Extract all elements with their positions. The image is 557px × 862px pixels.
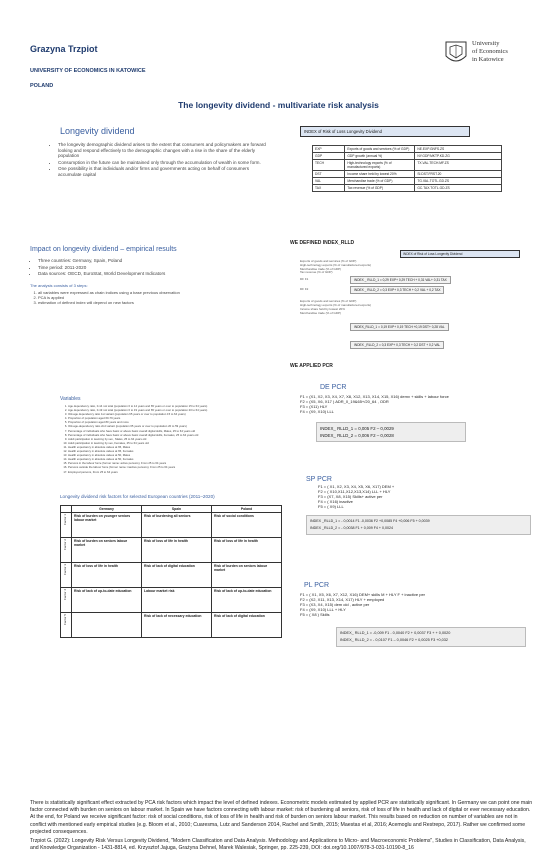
index-table-row bbox=[313, 185, 502, 192]
index-table-cell: VAL bbox=[313, 178, 345, 185]
impact-bullet: • Three countries: Germany, Spain, Poland bbox=[38, 258, 280, 264]
var-line: Income share held by lowest 20% bbox=[300, 306, 345, 311]
variable-item: 15. Persons in the labour force (former name: active persons), From 25 to 64 years bbox=[68, 461, 270, 465]
risk-cell: Risk of loss of life in health bbox=[72, 563, 142, 588]
risk-table-heading: Longevity dividend risk factors for selected European countries (2011–2020) bbox=[60, 494, 215, 499]
risk-cell: Risk of lack of up-to-date education bbox=[212, 588, 282, 613]
equation-box: INDEX _ RLLD_1 = 0,29 EXP+ 0,29 TECH + 0,31 VAL+ 0,31 TAX bbox=[350, 276, 451, 284]
logo-line-2: of Economics bbox=[472, 48, 508, 55]
factor-cell bbox=[61, 513, 72, 538]
impact-heading: Impact on longevity dividend – empirical results bbox=[30, 246, 177, 253]
pcr-line: F4 = ( X16) inactive bbox=[318, 499, 353, 504]
factor-cell bbox=[61, 588, 72, 613]
risk-cell: Risk of burden on younger seniors labour market bbox=[72, 513, 142, 538]
defined-section bbox=[290, 240, 530, 369]
pcr-line: F1 = ( X1, X5, X6, X7, X12, X16) DEM+ skills M + HLY F + inactive per bbox=[300, 592, 426, 597]
index-table-row bbox=[313, 171, 502, 178]
pl-pcr-heading: PL PCR bbox=[304, 582, 330, 589]
var-line: Merchandise trade (% of GDP) bbox=[300, 266, 342, 271]
longevity-bullet: • Consumption in the future can be maintained only through the accumulation of wealth in some form. bbox=[58, 160, 270, 166]
risk-table-section bbox=[30, 494, 280, 638]
university-name: UNIVERSITY OF ECONOMICS IN KATOWICE bbox=[30, 68, 146, 74]
de-pcr-lines bbox=[300, 394, 530, 414]
var-line: Merchandise trade (% of GDP) bbox=[300, 310, 342, 315]
index-table-row bbox=[313, 178, 502, 185]
defined-heading: WE DEFINED INDEX_RLLD bbox=[290, 240, 355, 246]
pcr-line: F2 = (X5, X6, X17 ) ADR_0_19&65+/20_64 , ODR bbox=[300, 399, 389, 404]
index-table-cell: GDP growth (annual %) bbox=[345, 153, 415, 160]
result-line: INDEX _RLLD_2 = - 0,0038 F1 + 0,009 F4 + 0,0024 bbox=[310, 526, 394, 530]
variable-item: 10. Adult participation in learning by sex, Females, 25 to 64 years old bbox=[68, 441, 270, 445]
longevity-bullet: • The longevity demographic dividend arises to the extent that consumers and policymakers are forward looking and respond effectively to the demographic changes with a rise in the share of the elderly population bbox=[58, 142, 270, 159]
index-table bbox=[312, 145, 502, 192]
factor-cell bbox=[61, 563, 72, 588]
pcr-line: F4 = (X9, X10) LLL + HLY bbox=[300, 607, 346, 612]
pl-pcr-section bbox=[300, 582, 530, 647]
risk-cell: Risk of burdening all seniors bbox=[142, 513, 212, 538]
factor-label: Factor 2 bbox=[63, 539, 67, 551]
logo-line-1: University bbox=[472, 40, 500, 47]
sp-result-box bbox=[306, 515, 531, 535]
variable-item: 4. Proportion of population aged 60-79 years bbox=[68, 416, 270, 420]
step-item: 1. all variables were expressed as chain indices using a base previous observation bbox=[38, 290, 280, 295]
pcr-line: F1 = (X1, X2, X3, X4, X7, X8, X12, X13, X14, X15, X16) demv + skills + labour force bbox=[300, 394, 449, 399]
variable-item: 6. Old-age-dependency ratio 2nd variant (population 65 years or over to population 20 to 59 years) bbox=[68, 424, 270, 428]
university-logo bbox=[444, 38, 534, 82]
poster-title: The longevity dividend - multivariate risk analysis bbox=[178, 100, 379, 110]
variable-item: 9. Adult participation in learning by sex , Males, 25 to 64 years old bbox=[68, 437, 270, 441]
risk-column-header: Spain bbox=[142, 506, 212, 513]
index-table-cell: Tax revenue (% of GDP) bbox=[345, 185, 415, 192]
result-line: INDEX_ RLLD_2 = 0,006 F2 – 0,0028 bbox=[320, 433, 394, 438]
pcr-line: F2 = ( X10,X11,X12,X13,X14) LLL + HLY bbox=[318, 489, 391, 494]
steps-heading: The analysis consists of 3 steps: bbox=[30, 282, 88, 288]
risk-table-row bbox=[61, 613, 282, 638]
step-item: 3. estimation of defined index will depend on new factors bbox=[38, 300, 280, 305]
index-table-cell: GC.TAX.TOTL.GD.ZS bbox=[415, 185, 502, 192]
index-table-cell: NY.GDP.MKTP.KD.ZG bbox=[415, 153, 502, 160]
longevity-bullets bbox=[30, 142, 270, 178]
sp-pcr-section bbox=[306, 476, 536, 535]
result-line: INDEX_ RLLD_2 = - 0,0107 F1 – 0,0046 F2 + 0,0025 F3 +0,032 bbox=[340, 638, 448, 642]
variable-item: 1. Age dependency ratio, 0-14 not total (population 0 to 14 years and 65 years or over to population 15 to 64 years) bbox=[68, 404, 270, 408]
longevity-section bbox=[30, 126, 280, 179]
de-result-box bbox=[316, 422, 466, 442]
factor-label: Factor 1 bbox=[63, 514, 67, 526]
equation-box: INDEX _RLLD_2 = 0,3 EXP+ 0,3 TECH + 0,2 DST + 0,2 VAL bbox=[350, 341, 444, 349]
index-table-cell: DST bbox=[313, 171, 345, 178]
variables-section bbox=[30, 396, 280, 474]
variable-item: 13. Health expectancy in absolute values at 50, Males bbox=[68, 453, 270, 457]
index-table-cell: TX.VAL.TECH.MF.ZS bbox=[415, 160, 502, 171]
var-line: High-technology exports (% of manufactured exports) bbox=[300, 302, 372, 307]
pcr-line: F4 = (X9, X10) LLL bbox=[300, 409, 334, 414]
impact-bullets bbox=[30, 258, 280, 277]
defined-vars-b bbox=[300, 300, 400, 315]
defined-eq-row-1 bbox=[290, 276, 530, 284]
variable-item: 17. Employed persons, From 25 to 64 years bbox=[68, 470, 270, 474]
citation-text: Trzpiot G. (2022): Longevity Risk Versus Longevity Dividend, "Modern Classification and Data Analysis. Methodology and Applications to Micro- and Macroeconomic Problems", Studies in Classification, Data Analysis, and Knowledge Organization - 1431-8814, ed. Krzysztof Jajuga, Grażyna Dehnel, Marek Walesiak, Springer, pp. 225-239, DOI: doi.org/10.1007/978-3-031-10190-8_16 bbox=[30, 838, 526, 852]
risk-column-header: Germany bbox=[72, 506, 142, 513]
variables-list bbox=[30, 404, 270, 474]
de-pcr-heading: DE PCR bbox=[320, 384, 347, 391]
variable-item: 2. Age dependency ratio, 0-19 not total (population 0 to 19 years and 65 years or over to population 20 to 64 years) bbox=[68, 408, 270, 412]
variable-item: 3. Old-age dependency ratio 1st variant (population 65 years or over to population 15 to 64 years) bbox=[68, 412, 270, 416]
factor-label: DF F1 bbox=[300, 277, 309, 282]
risk-table-row bbox=[61, 513, 282, 538]
impact-bullet: • Time period: 2011-2020 bbox=[38, 265, 280, 271]
author-name: Grazyna Trzpiot bbox=[30, 44, 98, 54]
index-table-row bbox=[313, 160, 502, 171]
defined-eq-row-2 bbox=[290, 286, 530, 294]
variable-item: 11. Health expectancy in absolute values at 65, Males bbox=[68, 445, 270, 449]
risk-table-row bbox=[61, 563, 282, 588]
var-line: Exports of goods and services (% of GDP) bbox=[300, 259, 357, 263]
index-table-cell: GDP bbox=[313, 153, 345, 160]
university-logo-icon bbox=[444, 38, 468, 68]
var-line: Tax revenue (% of GDP) bbox=[300, 270, 333, 275]
risk-cell: Risk of loss of life in health bbox=[212, 538, 282, 563]
risk-cell: Risk of lack of up-to-date education bbox=[72, 588, 142, 613]
index-table-title: INDEX of Risk of Loss Longevity Dividend bbox=[300, 126, 470, 137]
country-name: POLAND bbox=[30, 83, 54, 89]
pcr-line: F3 = (X7, X8, X15) Skills+ active per bbox=[318, 494, 383, 499]
pcr-line: F5 = ( X8 ) Skills bbox=[300, 612, 330, 617]
risk-table-row bbox=[61, 538, 282, 563]
step-item: 2. PCA is applied bbox=[38, 295, 280, 300]
risk-cell: Risk of social conditions bbox=[212, 513, 282, 538]
result-line: INDEX_ RLLD_1 = 0,005 F2 – 0,0029 bbox=[320, 426, 394, 431]
factor-cell bbox=[61, 613, 72, 638]
index-table-cell: Merchandise trade (% of GDP) bbox=[345, 178, 415, 185]
index-table-cell: EXP bbox=[313, 146, 345, 153]
index-table-cell: Income share held by lowest 20% bbox=[345, 171, 415, 178]
risk-cell bbox=[72, 613, 142, 638]
longevity-bullet: • One possibility is that individuals and/or firms and governments acting on behalf of consumers accumulate capital bbox=[58, 166, 270, 177]
risk-table-row bbox=[61, 588, 282, 613]
factor-label: Factor 5 bbox=[63, 614, 67, 626]
index-table-cell: High-technology exports (% of manufactured exports) bbox=[345, 160, 415, 171]
risk-cell: Risk of burden on seniors labour market bbox=[212, 563, 282, 588]
risk-column-header: Poland bbox=[212, 506, 282, 513]
pcr-line: F5 = ( X9) LLL bbox=[318, 504, 344, 509]
factor-label: DF F2 bbox=[300, 287, 309, 292]
pl-result-box bbox=[336, 627, 526, 647]
var-line: Exports of goods and services (% of GDP) bbox=[300, 299, 357, 304]
factor-label: Factor 4 bbox=[63, 589, 67, 601]
sp-pcr-lines bbox=[318, 484, 536, 509]
pcr-line: F3 = (X11) HLY bbox=[300, 404, 328, 409]
variable-item: 16. Persons outside the labour force (former name: inactive persons), From 25 to 64 years bbox=[68, 465, 270, 469]
risk-table bbox=[60, 505, 282, 638]
corner-cell bbox=[61, 506, 72, 513]
risk-cell: Risk of lack of digital education bbox=[212, 613, 282, 638]
longevity-heading: Longevity dividend bbox=[60, 126, 135, 136]
defined-box-title: INDEX of Risk of Loss Longevity Dividend bbox=[400, 250, 520, 258]
logo-line-3: in Katowice bbox=[472, 56, 504, 63]
risk-cell: Risk of loss of life in health bbox=[142, 538, 212, 563]
pcr-line: F1 = ( X1, X2, X3, X4, X5, X6, X17) DEM + bbox=[318, 484, 395, 489]
var-line: High-technology exports (% of manufactured exports) bbox=[300, 262, 372, 267]
variable-item: 7. Percentage of individuals who have basic or above basic overall digital skills, Males, 25 to 64 years old bbox=[68, 429, 270, 433]
equation-box: INDEX _ RLLD_2 = 0,3 EXP+ 0,3 TECH + 0,2 VAL + 0,2 TAX bbox=[350, 286, 444, 294]
factor-label: Factor 3 bbox=[63, 564, 67, 576]
variables-heading: Variables bbox=[60, 396, 81, 402]
impact-section bbox=[30, 246, 280, 305]
risk-cell: Labour market risk bbox=[142, 588, 212, 613]
impact-bullet: • Data sources: OECD, EuroStat, World Development Indicators bbox=[38, 271, 280, 277]
index-table-cell: TAX bbox=[313, 185, 345, 192]
risk-cell: Risk of lack of digital education bbox=[142, 563, 212, 588]
variable-item: 12. Health expectancy in absolute values at 65, Females bbox=[68, 449, 270, 453]
risk-cell: Risk of burden on seniors labour market bbox=[72, 538, 142, 563]
pcr-line: F2 = (X2, X11, X13, X14, X17) HLY + employed bbox=[300, 597, 385, 602]
de-pcr-section bbox=[300, 384, 530, 442]
conclusion-text: There is statistically significant effect extracted by PCA risk factors which impact the level of defined indexes. Econometric models estimated by applied PCR are statistically significant. In Germany we can point one main factor connected with burden on seniors on labour market. In Spain we have factors connecting with labour market: risk of burdening all seniors, risk of loss of life in health and lack of digital or ever necessary education. At the end, for Poland we receive significant factor: risk of social conditions, risk of loss of life in health and risk of burden on seniors labour market. This results based on reduction on number of variables are not in conflict with mentioned early empirical studies (e.g. Bloom et al., 2010; Cuaresma, Lutz and Sanderson 2014, Rachel and Smith, 2015; Maestas et al, 2016; Acemoglu and Restrepo, 2017). Rather we confirmed some projected consequences. bbox=[30, 800, 533, 835]
result-line: INDEX_ RLLD_1 = -0,009 F1 - 0,0040 F2 + 0,0037 F3 + + 0,0020 bbox=[340, 631, 451, 635]
index-table-section bbox=[300, 126, 510, 192]
risk-cell: Risk of lack of necessary education bbox=[142, 613, 212, 638]
variable-item: 5. Proportion of population aged 80 years and more bbox=[68, 420, 270, 424]
index-table-cell: NE.EXP.GNFS.ZS bbox=[415, 146, 502, 153]
index-table-cell: Exports of goods and services (% of GDP) bbox=[345, 146, 415, 153]
index-table-row bbox=[313, 146, 502, 153]
pl-pcr-lines bbox=[300, 592, 530, 617]
equation-box: INDEX_RLLD_1 = 0,19 EXP+ 0,19 TECH +0,19 DST+ 0,28 VAL bbox=[350, 323, 449, 331]
variable-item: 14. Health expectancy in absolute values at 50, Females bbox=[68, 457, 270, 461]
steps-list bbox=[30, 290, 280, 305]
index-table-cell: TG.VAL.TOTL.GD.ZS bbox=[415, 178, 502, 185]
index-table-cell: TECH bbox=[313, 160, 345, 171]
factor-cell bbox=[61, 538, 72, 563]
sp-pcr-heading: SP PCR bbox=[306, 476, 332, 483]
index-table-cell: SI.DST.FRST.20 bbox=[415, 171, 502, 178]
variable-item: 8. Percentage of individuals who have basic or above basic overall digital skills, Females, 25 to 64 years old bbox=[68, 433, 270, 437]
applied-heading: WE APPLIED PCR bbox=[290, 363, 333, 370]
defined-vars-a bbox=[300, 260, 400, 275]
index-table-row bbox=[313, 153, 502, 160]
result-line: INDEX _RLLD_1 = - 0,0014 F1 -0,0036 F2 +0,0085 F4 +0,006 F5 + 0,0039 bbox=[310, 519, 430, 523]
pcr-line: F3 = (X3, X4, X15) dem old , active per bbox=[300, 602, 370, 607]
